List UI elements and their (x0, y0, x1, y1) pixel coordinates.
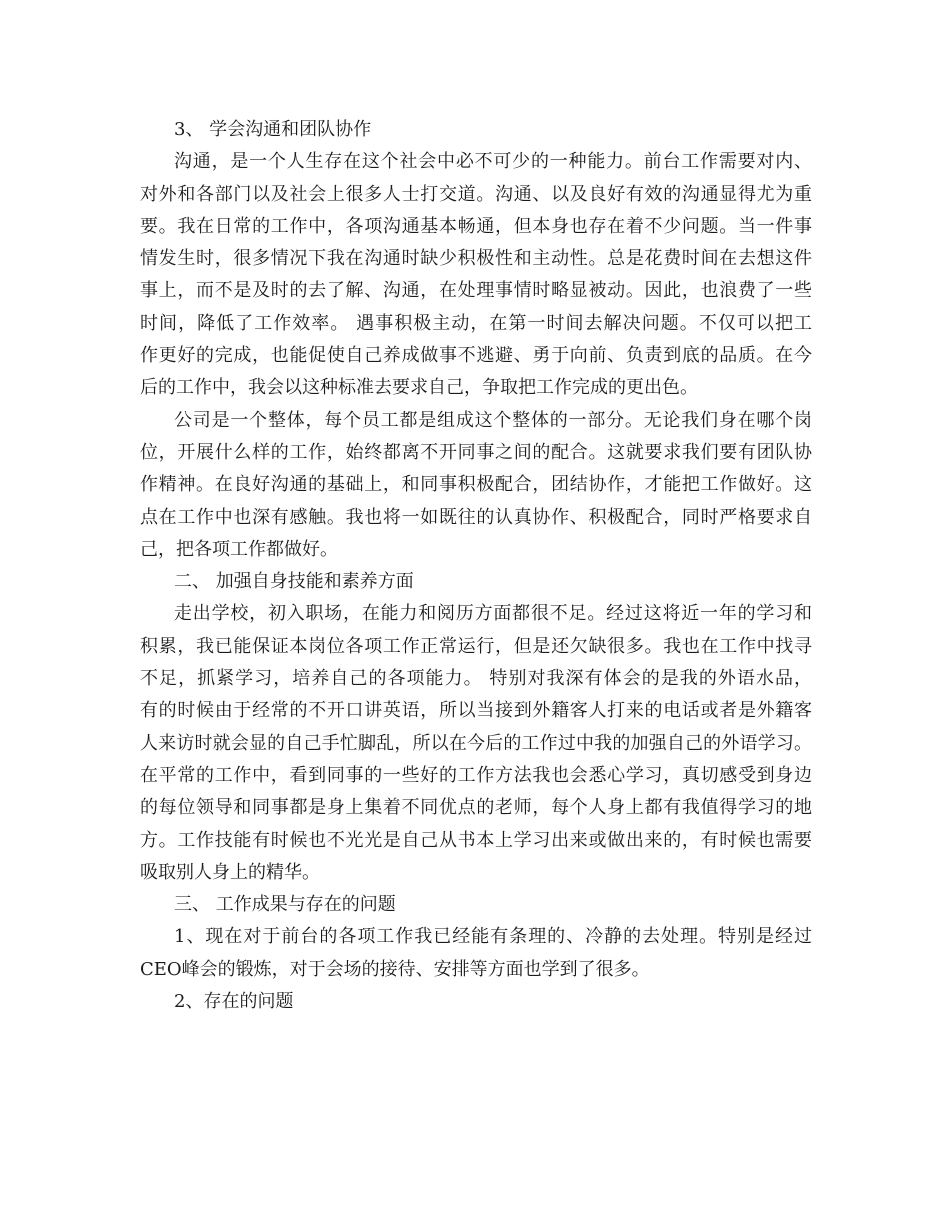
section-heading-results: 三、 工作成果与存在的问题 (174, 894, 396, 916)
document-body (140, 114, 812, 1018)
paragraph-line: 有的时候由于经常的不开口讲英语，所以当接到外籍客人打来的电话或者是外籍客 (140, 700, 812, 722)
paragraph-line: 位，开展什么样的工作，始终都离不开同事之间的配合。这就要求我们要有团队协 (140, 441, 812, 463)
paragraph-line: 点在工作中也深有感触。我也将一如既往的认真协作、积极配合，同时严格要求自 (140, 506, 812, 528)
paragraph-line: CEO峰会的锻炼，对于会场的接待、安排等方面也学到了很多。 (140, 958, 650, 980)
paragraph-line: 不足，抓紧学习，培养自己的各项能力。 特别对我深有体会的是我的外语水品， (140, 668, 812, 690)
paragraph-line: 在平常的工作中，看到同事的一些好的工作方法我也会悉心学习，真切感受到身边 (140, 764, 812, 786)
paragraph-line: 的每位领导和同事都是身上集着不同优点的老师，每个人身上都有我值得学习的地 (140, 797, 812, 819)
paragraph-line: 积累，我已能保证本岗位各项工作正常运行，但是还欠缺很多。我也在工作中找寻 (140, 635, 812, 657)
subheading-problems: 2、存在的问题 (174, 991, 294, 1013)
paragraph-line: 沟通，是一个人生存在这个社会中必不可少的一种能力。前台工作需要对内、 (174, 151, 812, 173)
paragraph-line: 作精神。在良好沟通的基础上，和同事积极配合，团结协作，才能把工作做好。这 (140, 474, 812, 496)
paragraph-line: 1、现在对于前台的各项工作我已经能有条理的、冷静的去处理。特别是经过 (174, 926, 812, 948)
paragraph-line: 情发生时，很多情况下我在沟通时缺少积极性和主动性。总是花费时间在去想这件 (140, 248, 812, 270)
paragraph-line: 走出学校，初入职场，在能力和阅历方面都很不足。经过这将近一年的学习和 (174, 603, 812, 625)
paragraph-line: 己，把各项工作都做好。 (140, 538, 338, 560)
paragraph-line: 吸取别人身上的精华。 (140, 861, 320, 883)
section-heading-communication: 3、 学会沟通和团队协作 (174, 119, 372, 140)
paragraph-line: 方。工作技能有时候也不光光是自己从书本上学习出来或做出来的，有时候也需要 (140, 829, 812, 851)
section-heading-skills: 二、 加强自身技能和素养方面 (174, 571, 414, 593)
paragraph-line: 人来访时就会显的自己手忙脚乱，所以在今后的工作过中我的加强自己的外语学习。 (140, 732, 812, 754)
paragraph-line: 作更好的完成，也能促使自己养成做事不逃避、勇于向前、负责到底的品质。在今 (140, 345, 812, 367)
paragraph-line: 事上，而不是及时的去了解、沟通，在处理事情时略显被动。因此，也浪费了一些 (140, 280, 812, 302)
paragraph-line: 对外和各部门以及社会上很多人士打交道。沟通、以及良好有效的沟通显得尤为重 (140, 183, 812, 205)
paragraph-line: 后的工作中，我会以这种标准去要求自己，争取把工作完成的更出色。 (140, 377, 698, 399)
paragraph-line: 公司是一个整体，每个员工都是组成这个整体的一部分。无论我们身在哪个岗 (174, 409, 812, 431)
paragraph-line: 要。我在日常的工作中，各项沟通基本畅通，但本身也存在着不少问题。当一件事 (140, 215, 812, 237)
paragraph-line: 时间，降低了工作效率。 遇事积极主动，在第一时间去解决问题。不仅可以把工 (140, 312, 812, 334)
